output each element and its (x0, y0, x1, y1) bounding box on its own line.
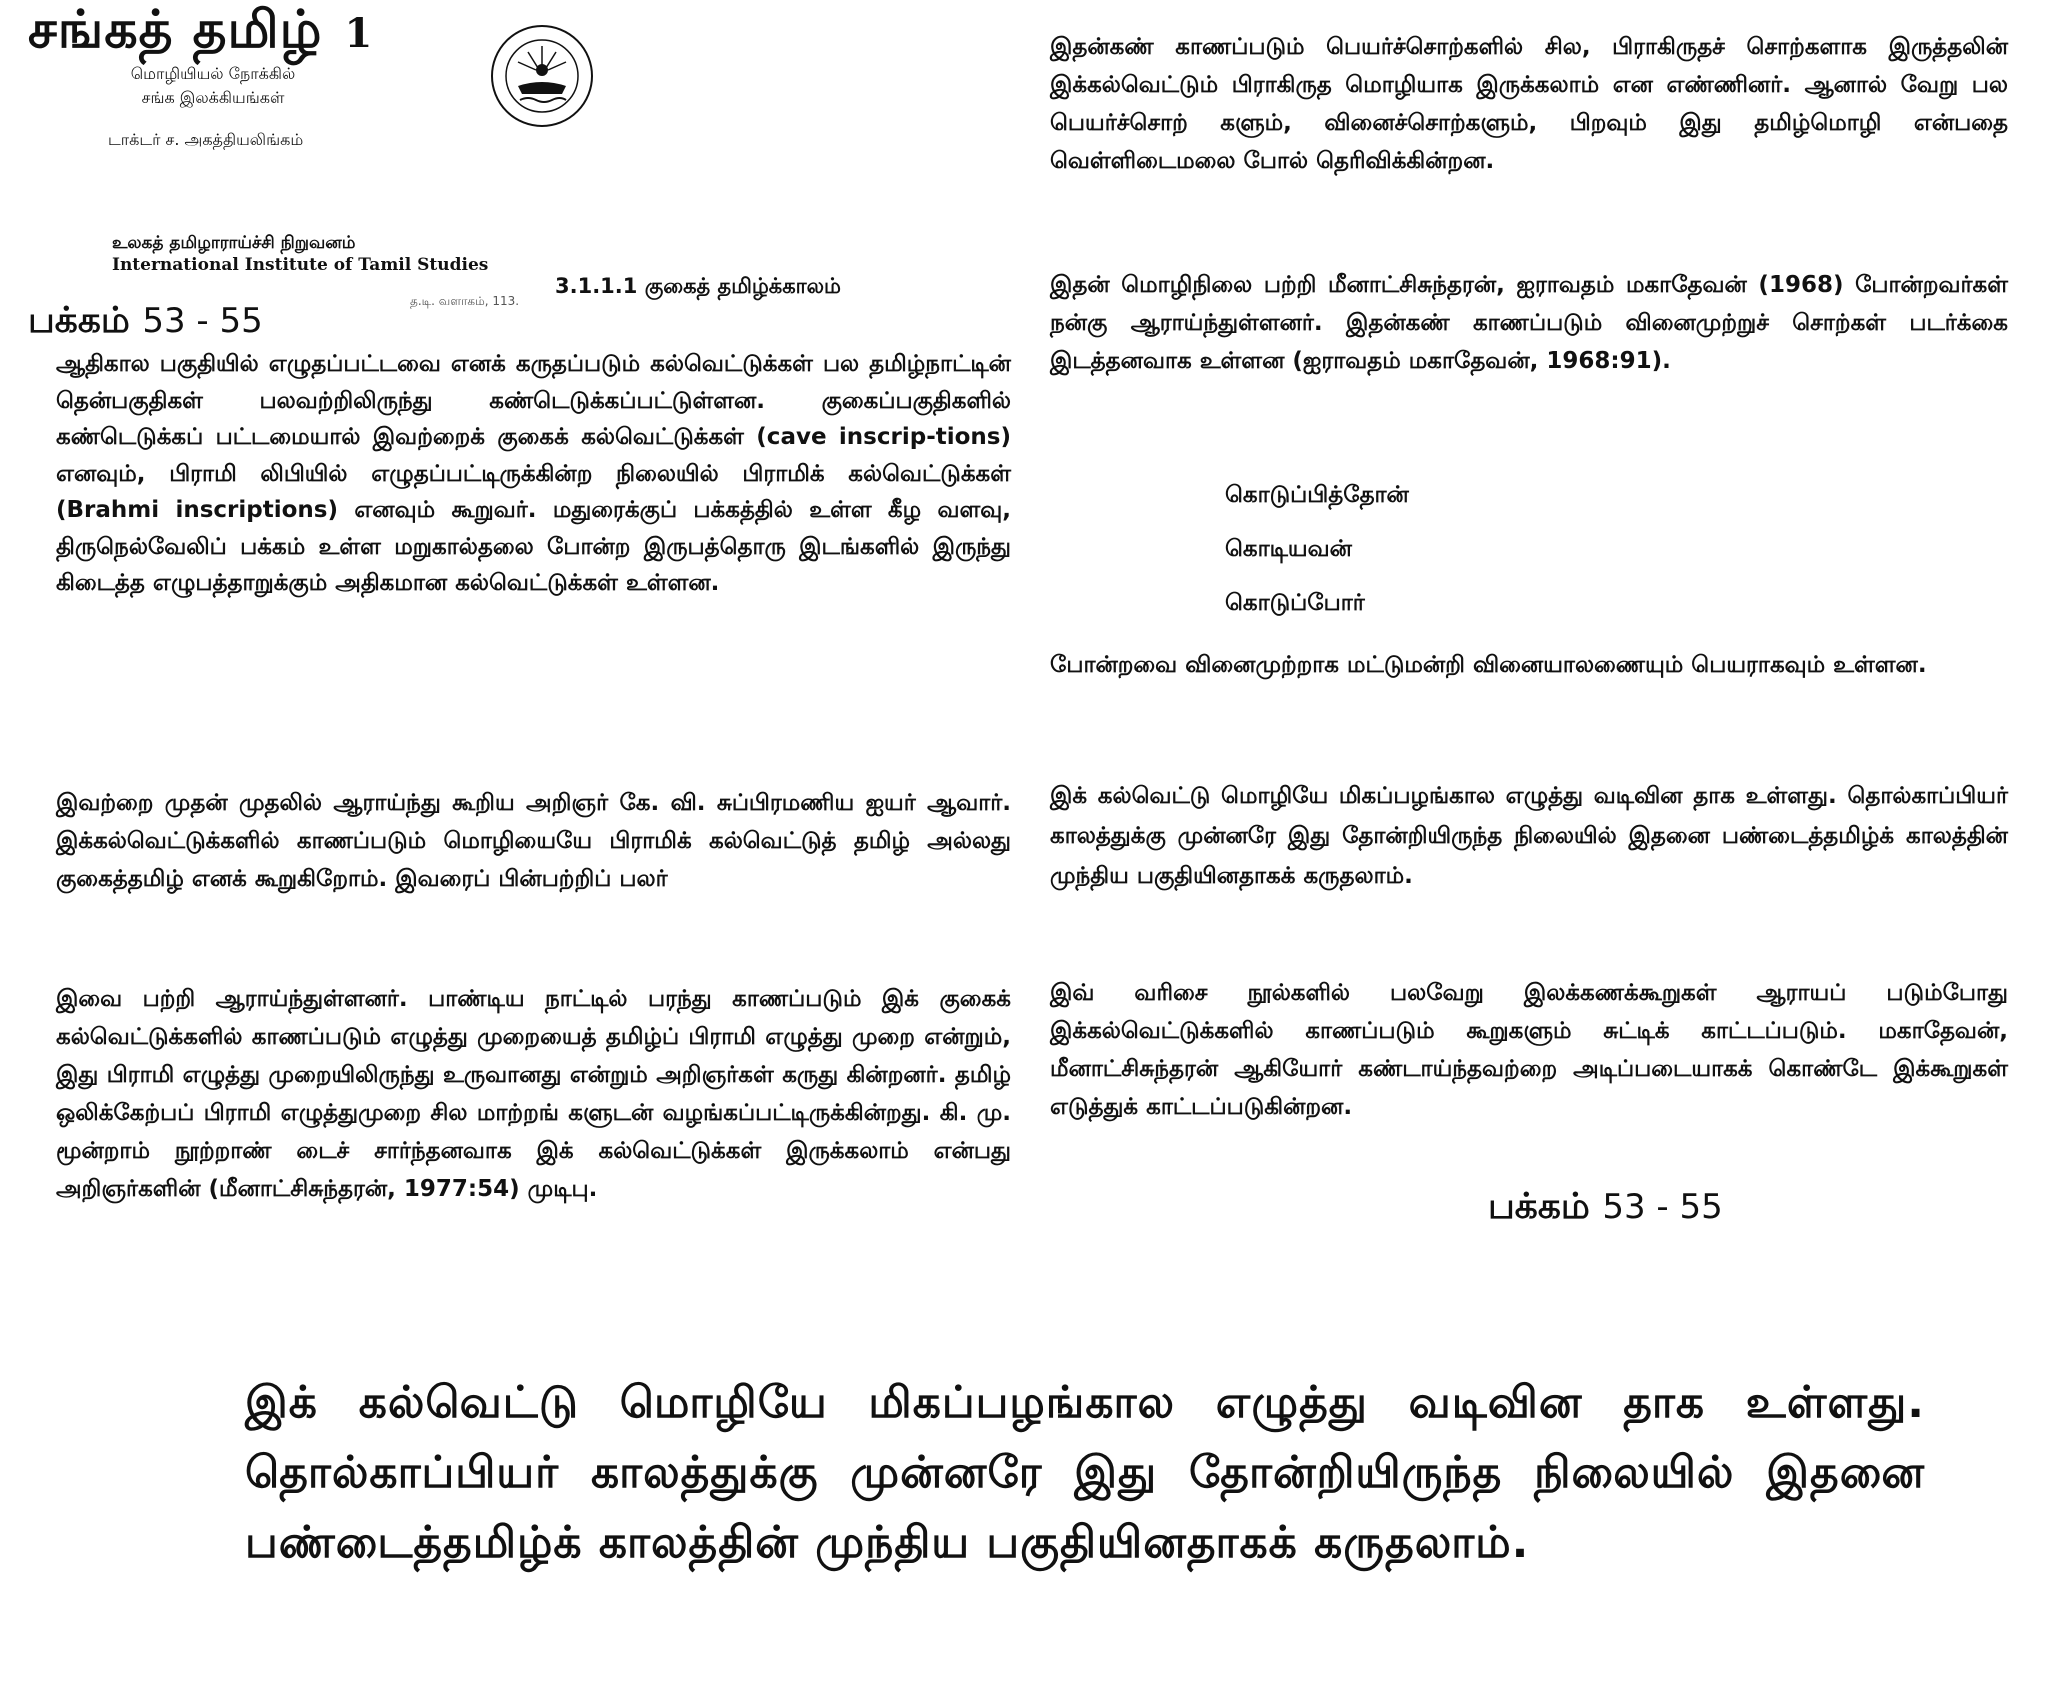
book-subtitle (88, 62, 338, 110)
section-heading: 3.1.1.1 குகைத் தமிழ்க்காலம் (555, 274, 841, 298)
left-paragraph-2 (56, 784, 1011, 898)
right-paragraph-3 (1050, 644, 2008, 686)
example-word-3: கொடுப்போர் (1225, 590, 1365, 616)
left-para-1-text: ஆதிகால பகுதியில் எழுதப்பட்டவை எனக் கருதப்படும் கல்வெட்டுக்கள் பல தமிழ்நாட்டின் தென்பகுதிகள் பலவற்றிலிருந்து கண்டெடுக்கப்பட்டுள்ளன. குகைப்பகுதிகளில் கண்டெடுக்கப் பட்டமையால் இவற்றைக் குகைக் கல்வெட்டுக்கள் (cave inscrip-tions) எனவும், பிராமி லிபியில் எழுதப்பட்டிருக்கின்ற நிலையில் பிராமிக் கல்வெட்டுக்கள் (Brahmi inscriptions) எனவும் கூறுவர். மதுரைக்குப் பக்கத்தில் உள்ள கீழ வளவு, திருநெல்வேலிப் பக்கம் உள்ள மறுகால்தலை போன்ற இருபத்தொரு இடங்களில் இருந்து கிடைத்த எழுபத்தாறுக்கும் அதிகமான கல்வெட்டுக்கள் உள்ளன. (56, 351, 1011, 596)
zoomed-quote: இக் கல்வெட்டு மொழியே மிகப்பழங்கால எழுத்து வடிவின தாக உள்ளது. தொல்காப்பியர் காலத்துக்கு முன்னரே இது தோன்றியிருந்த நிலையில் இதனை பண்டைத்தமிழ்க் காலத்தின் முந்திய பகுதியினதாகக் கருதலாம். (245, 1377, 1925, 1568)
institute-seal-icon (488, 22, 596, 130)
right-para-5-text: இவ் வரிசை நூல்களில் பலவேறு இலக்கணக்கூறுகள் ஆராயப் படும்போது இக்கல்வெட்டுக்களில் காணப்படும் கூறுகளும் சுட்டிக் காட்டப்படும். மகாதேவன், மீனாட்சிசுந்தரன் ஆகியோர் கண்டாய்ந்தவற்றை அடிப்படையாகக் கொண்டே இக்கூறுகள் எடுத்துக் காட்டப்படுகின்றன. (1050, 980, 2008, 1120)
institute-name (112, 232, 488, 276)
institute-tamil: உலகத் தமிழாராய்ச்சி நிறுவனம் (112, 233, 356, 253)
page-range-right: 53 - 55 (1602, 1187, 1723, 1227)
subtitle-line-1: மொழியியல் நோக்கில் (130, 64, 296, 83)
subtitle-line-2: சங்க இலக்கியங்கள் (141, 88, 285, 107)
left-para-3-text: இவை பற்றி ஆராய்ந்துள்ளனர். பாண்டிய நாட்டில் பரந்து காணப்படும் இக் குகைக் கல்வெட்டுக்களில் காணப்படும் எழுத்து முறையைத் தமிழ்ப் பிராமி எழுத்து முறை என்றும், இது பிராமி எழுத்து முறையிலிருந்து உருவானது என்றும் அறிஞர்கள் கருது கின்றனர். தமிழ் ஒலிக்கேற்பப் பிராமி எழுத்துமுறை சில மாற்றங் களுடன் வழங்கப்பட்டிருக்கின்றது. கி. மு. மூன்றாம் நூற்றாண் டைச் சார்ந்தனவாக இக் கல்வெட்டுக்கள் இருக்கலாம் என்பது அறிஞர்களின் (மீனாட்சிசுந்தரன், 1977:54) முடிபு. (56, 986, 1011, 1202)
page-reference-left (28, 300, 263, 346)
left-para-2-text: இவற்றை முதன் முதலில் ஆராய்ந்து கூறிய அறிஞர் கே. வி. சுப்பிரமணிய ஐயர் ஆவார். இக்கல்வெட்டுக்களில் காணப்படும் மொழியையே பிராமிக் கல்வெட்டுத் தமிழ் அல்லது குகைத்தமிழ் எனக் கூறுகிறோம். இவரைப் பின்பற்றிப் பலர் (56, 790, 1011, 892)
example-word-1: கொடுப்பித்தோன் (1225, 482, 1409, 508)
example-word-2: கொடியவன் (1225, 536, 1352, 562)
right-para-3-text: போன்றவை வினைமுற்றாக மட்டுமன்றி வினையாலணையும் பெயராகவும் உள்ளன. (1050, 652, 1927, 678)
book-title-text: சங்கத் தமிழ் (28, 0, 323, 60)
page-range: 53 - 55 (142, 301, 263, 341)
page-label: பக்கம் (28, 300, 130, 341)
page-label-right: பக்கம் (1488, 1186, 1590, 1227)
institute-english: International Institute of Tamil Studies (112, 255, 489, 275)
right-paragraph-2 (1050, 266, 2008, 380)
page-reference-right (1488, 1186, 1723, 1232)
left-paragraph-3 (56, 980, 1011, 1208)
right-paragraph-1 (1050, 28, 2008, 180)
right-paragraph-4 (1050, 776, 2008, 896)
example-word-list (1225, 468, 1409, 630)
author-name: டாக்டர் ச. அகத்தியலிங்கம் (108, 130, 304, 149)
faded-address: த.டி. வளாகம், 113. (410, 294, 520, 308)
right-para-2-text: இதன் மொழிநிலை பற்றி மீனாட்சிசுந்தரன், ஐராவதம் மகாதேவன் (1968) போன்றவர்கள் நன்கு ஆராய்ந்துள்ளனர். இதன்கண் காணப்படும் வினைமுற்றுச் சொற்கள் படர்க்கை இடத்தனவாக உள்ளன (ஐராவதம் மகாதேவன், 1968:91). (1050, 272, 2008, 374)
right-para-4-text: இக் கல்வெட்டு மொழியே மிகப்பழங்கால எழுத்து வடிவின தாக உள்ளது. தொல்காப்பியர் காலத்துக்கு முன்னரே இது தோன்றியிருந்த நிலையில் இதனை பண்டைத்தமிழ்க் காலத்தின் முந்திய பகுதியினதாகக் கருதலாம். (1050, 783, 2008, 889)
left-paragraph-1 (56, 346, 1011, 602)
right-paragraph-5 (1050, 974, 2008, 1126)
right-para-1-text: இதன்கண் காணப்படும் பெயர்ச்சொற்களில் சில, பிராகிருதச் சொற்களாக இருத்தலின் இக்கல்வெட்டும் பிராகிருத மொழியாக இருக்கலாம் என எண்ணினர். ஆனால் வேறு பல பெயர்ச்சொற் களும், வினைச்சொற்களும், பிறவும் இது தமிழ்மொழி என்பதை வெள்ளிடைமலை போல் தெரிவிக்கின்றன. (1050, 34, 2008, 174)
book-title (28, 0, 373, 64)
book-number: 1 (344, 10, 374, 57)
